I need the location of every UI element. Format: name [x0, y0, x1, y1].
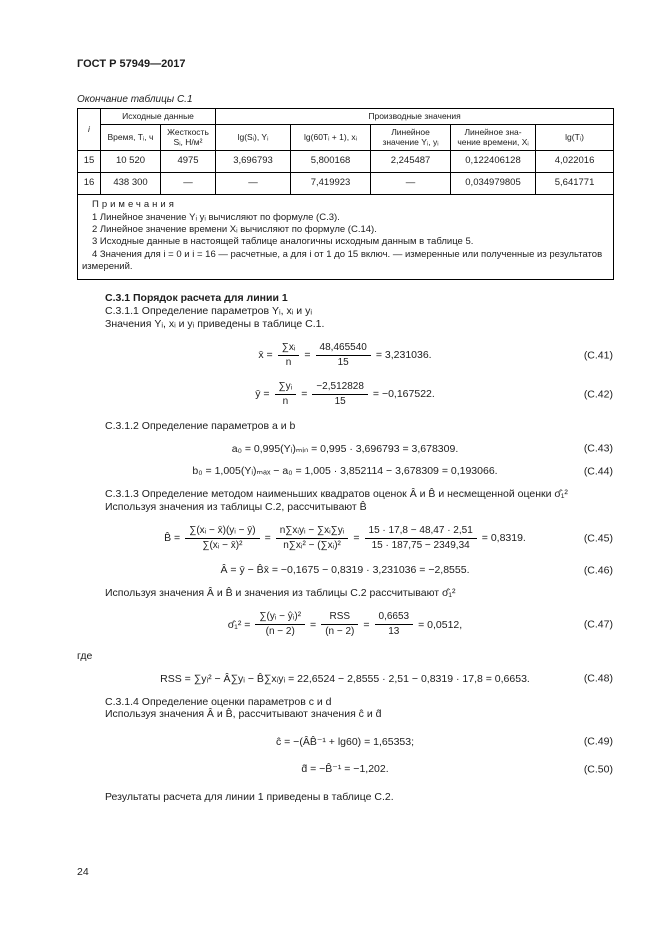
- cell-lg-s: —: [216, 172, 291, 194]
- table-caption: Окончание таблицы С.1: [77, 94, 193, 105]
- eq-c47-lhs: σ̂₁² =: [227, 618, 251, 631]
- cell-i: 15: [78, 150, 101, 172]
- eq-c41-result: = 3,231036.: [375, 349, 432, 362]
- section-heading-c311: С.3.1.1 Определение параметров Yᵢ, xᵢ и yᵢ: [105, 305, 312, 318]
- note-3: 3 Исходные данные в настоящей таблице аналогичны исходным данным в таблице 5.: [92, 236, 474, 248]
- group-header-derived-values: Производные значения: [216, 109, 614, 125]
- table-group-header-row: [78, 109, 614, 125]
- equation-number: (С.45): [583, 532, 613, 545]
- fraction: $\frac{\text{∑xᵢ}}{n}$: [278, 342, 300, 369]
- table-row: [78, 150, 614, 172]
- fraction: $\frac{\text{∑(xᵢ − x̄)(yᵢ − ȳ)}}{\text{∑(xᵢ − x̄)²}}$: [185, 525, 259, 552]
- fraction: $\frac{-2,512828}{15}$: [312, 381, 368, 408]
- equation-c48: [77, 673, 613, 686]
- note-1: 1 Линейное значение Yᵢ yᵢ вычисляют по формуле (С.3).: [92, 211, 340, 223]
- table-notes-row: [78, 194, 614, 280]
- col-header-lg-60t: lg(60Tᵢ + 1), xᵢ: [291, 124, 371, 150]
- eq-c50-body: d̂ = −B̂⁻¹ = −1,202.: [301, 763, 389, 776]
- cell-i: 16: [78, 172, 101, 194]
- equation-c41: x̄ = $\frac{\text{∑xᵢ}}{n}$ = $\frac{48,465540}{15}$ = 3,231036. (С.41): [258, 342, 613, 369]
- cell-lg-60t: 7,419923: [291, 172, 371, 194]
- equation-c43: [77, 443, 613, 456]
- paragraph-c311-text: Значения Yᵢ, xᵢ и yᵢ приведены в таблице С.1.: [105, 317, 325, 330]
- col-header-stiffness: Жесткость Sᵢ, Н/м²: [161, 124, 216, 150]
- col-header-lg-s: lg(Sᵢ), Yᵢ: [216, 124, 291, 150]
- eq-c46-body: Â = ȳ − B̂x̄ = −0,1675 − 0,8319 · 3,231036 = −2,8555.: [220, 564, 470, 577]
- eq-c41-lhs: x̄ =: [258, 349, 273, 362]
- eq-c49-body: ĉ = −(ÂB̂⁻¹ + lg60) = 1,65353;: [275, 735, 415, 748]
- data-table: [77, 108, 614, 280]
- page-number: 24: [77, 866, 89, 878]
- group-header-source-data: Исходные данные: [101, 109, 216, 125]
- cell-linear-time: 0,034979805: [451, 172, 536, 194]
- note-2: 2 Линейное значение времени Xᵢ вычисляют по формуле (С.14).: [92, 224, 377, 236]
- table-header-row: [78, 124, 614, 150]
- section-heading-c313: С.3.1.3 Определение методом наименьших квадратов оценок Â и B̂ и несмещенной оценки σ̂₁²: [105, 488, 568, 501]
- where-label: где: [77, 650, 93, 663]
- equation-number: (С.48): [583, 673, 613, 685]
- eq-c42-lhs: ȳ =: [255, 388, 270, 401]
- equation-number: (С.44): [583, 465, 613, 478]
- notes-title: Примечания: [92, 198, 177, 210]
- cell-lg-60t: 5,800168: [291, 150, 371, 172]
- col-header-lg-t: lg(Tᵢ): [536, 124, 614, 150]
- equation-number: (С.49): [583, 735, 613, 748]
- paragraph-c313-text2: Используя значения Â и B̂ и значения из таблицы С.2 рассчитывают σ̂₁²: [105, 586, 456, 599]
- paragraph-c314-text: Используя значения Â и B̂, рассчитывают значения ĉ и d̂: [105, 708, 382, 721]
- col-header-linear-time: Линейное зна-чение времени, Xᵢ: [451, 124, 536, 150]
- cell-time: 438 300: [101, 172, 161, 194]
- cell-linear-value: 2,245487: [371, 150, 451, 172]
- equation-number: (С.42): [583, 388, 613, 401]
- equation-c47: σ̂₁² = $\frac{\text{∑(yᵢ − ŷᵢ)²}}{(n - 2)}$ = $\frac{\text{RSS}}{(n - 2)}$ = $\frac{0,6653}{13}$ = 0,0512, (С.47): [227, 611, 613, 638]
- cell-lg-t: 5,641771: [536, 172, 614, 194]
- cell-time: 10 520: [101, 150, 161, 172]
- eq-c48-body: RSS = ∑yᵢ² − Â∑yᵢ − B̂∑xᵢyᵢ = 22,6524 − 2,8555 · 2,51 − 0,8319 · 17,8 = 0,6653.: [160, 673, 530, 685]
- fraction: $\frac{0,6653}{13}$: [375, 611, 414, 638]
- fraction: $\frac{\text{∑yᵢ}}{n}$: [275, 381, 297, 408]
- paragraph-closing: Результаты расчета для линии 1 приведены в таблице С.2.: [105, 790, 394, 803]
- col-header-linear-value: Линейное значение Yᵢ, yᵢ: [371, 124, 451, 150]
- equation-number: (С.41): [583, 349, 613, 362]
- cell-stiffness: 4975: [161, 150, 216, 172]
- fraction: $\frac{48,465540}{15}$: [316, 342, 371, 369]
- eq-c45-lhs: B̂ =: [164, 532, 181, 545]
- document-header: ГОСТ Р 57949—2017: [77, 58, 186, 70]
- cell-linear-time: 0,122406128: [451, 150, 536, 172]
- equation-c49: [77, 736, 613, 749]
- table-row: [78, 172, 614, 194]
- equation-number: (С.43): [583, 442, 613, 455]
- eq-c47-result: = 0,0512,: [418, 618, 463, 631]
- equation-c44: [77, 465, 613, 478]
- cell-stiffness: —: [161, 172, 216, 194]
- equation-c50: [77, 763, 613, 776]
- col-header-time: Время, Tᵢ, ч: [101, 124, 161, 150]
- fraction: $\frac{\text{RSS}}{(n - 2)}$: [321, 611, 358, 638]
- equation-c45: B̂ = $\frac{\text{∑(xᵢ − x̄)(yᵢ − ȳ)}}{\text{∑(xᵢ − x̄)²}}$ = $\frac{\text{n∑xᵢyᵢ − ∑xᵢ∑yᵢ}}{\text{n∑xᵢ² − (∑xᵢ)²}}$ = $\frac{15 \cdot 17,8 - 48,47 \cdot 2,51}{15 \cdot 187,75 - 2349,34}$ = 0,8319. (С.45): [164, 525, 613, 552]
- equation-c42: ȳ = $\frac{\text{∑yᵢ}}{n}$ = $\frac{-2,512828}{15}$ = −0,167522. (С.42): [255, 381, 613, 408]
- eq-c45-result: = 0,8319.: [481, 532, 526, 545]
- eq-c44-body: b₀ = 1,005(Yᵢ)ₘₐₓ − a₀ = 1,005 · 3,852114 − 3,678309 = 0,193066.: [192, 465, 498, 478]
- eq-c42-result: = −0,167522.: [372, 388, 435, 401]
- fraction: $\frac{\text{∑(yᵢ − ŷᵢ)²}}{(n - 2)}$: [255, 611, 305, 638]
- equation-number: (С.46): [583, 564, 613, 577]
- section-heading-c312: С.3.1.2 Определение параметров a и b: [105, 420, 296, 433]
- equation-number: (С.47): [583, 618, 613, 631]
- cell-lg-s: 3,696793: [216, 150, 291, 172]
- section-heading-c31: С.3.1 Порядок расчета для линии 1: [105, 292, 288, 305]
- equation-c46: [77, 564, 613, 577]
- col-header-i: i: [78, 109, 101, 151]
- equation-number: (С.50): [583, 763, 613, 776]
- cell-linear-value: —: [371, 172, 451, 194]
- fraction: $\frac{15 \cdot 17,8 - 48,47 \cdot 2,51}{15 \cdot 187,75 - 2349,34}$: [365, 525, 477, 552]
- eq-c43-body: a₀ = 0,995(Yᵢ)ₘᵢₙ = 0,995 · 3,696793 = 3,678309.: [231, 442, 459, 455]
- paragraph-c313-text1: Используя значения из таблицы С.2, рассчитывают B̂: [105, 500, 367, 513]
- note-4: 4 Значения для i = 0 и i = 16 — расчетные, а для i от 1 до 15 включ. — измеренные или полученные из результатов измерений.: [82, 248, 603, 273]
- fraction: $\frac{\text{n∑xᵢyᵢ − ∑xᵢ∑yᵢ}}{\text{n∑xᵢ² − (∑xᵢ)²}}$: [276, 525, 349, 552]
- cell-lg-t: 4,022016: [536, 150, 614, 172]
- section-heading-c314: С.3.1.4 Определение оценки параметров c и d: [105, 695, 332, 708]
